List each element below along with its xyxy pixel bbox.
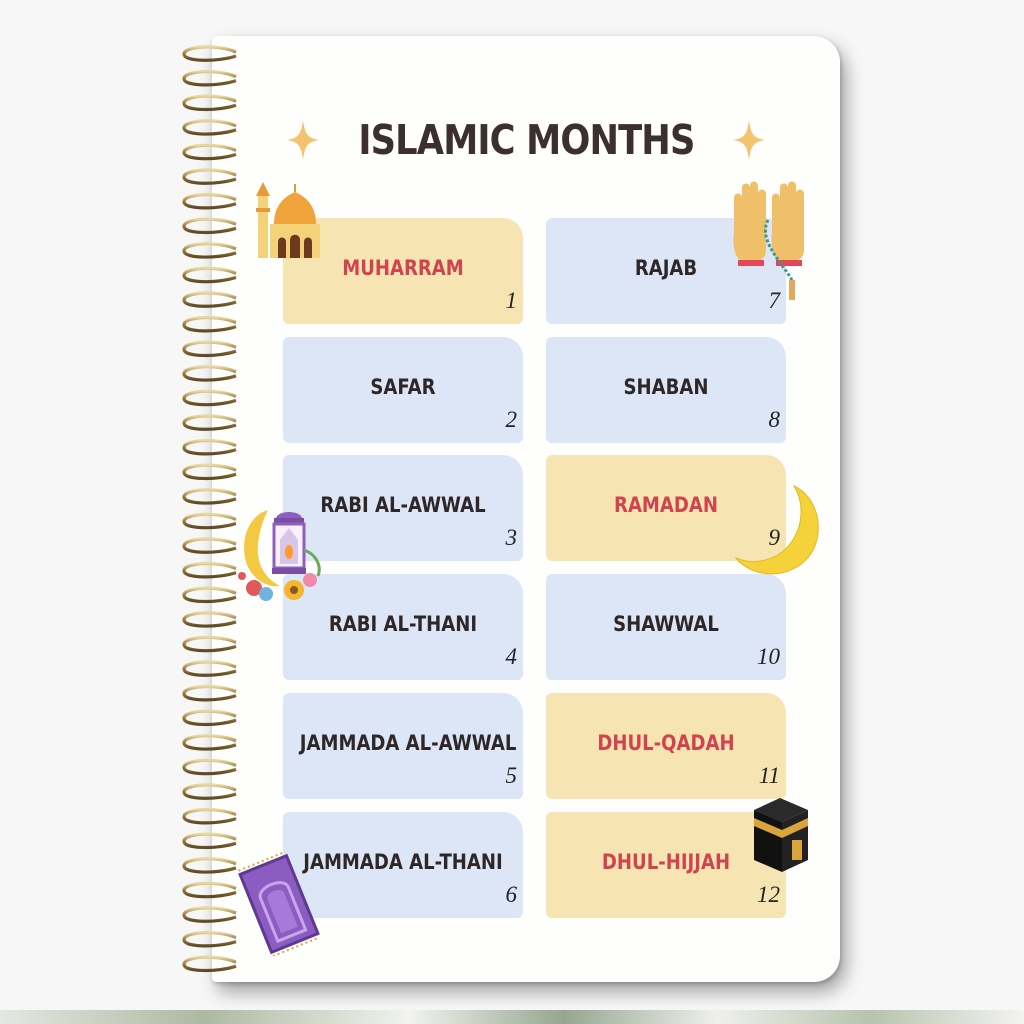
sparkle-icon xyxy=(733,120,765,160)
spiral-coil xyxy=(184,441,236,454)
page-title: ISLAMIC MONTHS xyxy=(357,116,695,164)
month-number: 8 xyxy=(768,407,780,432)
month-name: SHAWWAL xyxy=(613,612,719,636)
spiral-coil xyxy=(184,834,236,847)
spiral-coil xyxy=(184,367,236,380)
spiral-coil xyxy=(184,637,236,650)
sparkle-icon xyxy=(287,120,319,160)
spiral-coil xyxy=(184,318,236,331)
month-number: 12 xyxy=(757,882,780,907)
month-number: 7 xyxy=(768,288,780,313)
month-number: 6 xyxy=(505,882,517,907)
spiral-coil xyxy=(184,416,236,429)
spiral-coil xyxy=(184,195,236,208)
month-card xyxy=(546,337,786,443)
spiral-coil xyxy=(184,908,236,921)
spiral-coil xyxy=(184,244,236,257)
month-number: 9 xyxy=(768,525,780,550)
spiral-coil xyxy=(184,514,236,527)
spiral-coil xyxy=(184,785,236,798)
spiral-coil xyxy=(184,736,236,749)
month-number: 10 xyxy=(757,644,780,669)
month-number: 3 xyxy=(505,525,517,550)
praying-hands-icon xyxy=(728,180,810,306)
spiral-coil xyxy=(184,268,236,281)
spiral-coil xyxy=(184,859,236,872)
title-row xyxy=(212,108,840,172)
month-number: 1 xyxy=(505,288,517,313)
month-name: MUHARRAM xyxy=(342,256,464,280)
month-number: 5 xyxy=(505,763,517,788)
month-name: RABI AL-THANI xyxy=(328,612,478,636)
month-number: 4 xyxy=(505,644,517,669)
mosque-icon xyxy=(252,178,324,262)
month-name: SHABAN xyxy=(623,375,709,399)
kaaba-icon xyxy=(750,796,812,874)
month-name: SAFAR xyxy=(370,375,436,399)
spiral-coil xyxy=(184,490,236,503)
spiral-coil xyxy=(184,588,236,601)
month-card xyxy=(546,574,786,680)
month-name: DHUL-QADAH xyxy=(597,731,735,755)
spiral-coil xyxy=(184,810,236,823)
month-name: RAJAB xyxy=(634,256,698,280)
spiral-coil xyxy=(184,883,236,896)
month-name: RABI AL-AWWAL xyxy=(320,493,486,517)
month-name: DHUL-HIJJAH xyxy=(601,850,731,874)
spiral-coil xyxy=(184,662,236,675)
crescent-moon-icon xyxy=(734,482,822,580)
month-name: RAMADAN xyxy=(614,493,718,517)
spiral-coil xyxy=(184,342,236,355)
spiral-coil xyxy=(184,711,236,724)
prayer-rug-icon xyxy=(236,852,322,956)
month-name: JAMMADA AL-AWWAL xyxy=(299,731,517,755)
lantern-icon xyxy=(238,506,324,606)
month-name: JAMMADA AL-THANI xyxy=(303,850,503,874)
month-number: 11 xyxy=(758,763,780,788)
background-strip xyxy=(0,1010,1024,1024)
spiral-coil xyxy=(184,613,236,626)
month-number: 2 xyxy=(505,407,517,432)
spiral-coil xyxy=(184,933,236,946)
spiral-coil xyxy=(184,465,236,478)
spiral-coil xyxy=(184,72,236,85)
spiral-coil xyxy=(184,293,236,306)
month-card xyxy=(283,693,523,799)
spiral-coil xyxy=(184,687,236,700)
spiral-coil xyxy=(184,957,236,970)
spiral-coil xyxy=(184,760,236,773)
month-card xyxy=(546,693,786,799)
spiral-coil xyxy=(184,391,236,404)
month-card xyxy=(283,337,523,443)
spiral-coil xyxy=(184,47,236,60)
spiral-coil xyxy=(184,564,236,577)
spiral-coil xyxy=(184,539,236,552)
spiral-coil xyxy=(184,219,236,232)
